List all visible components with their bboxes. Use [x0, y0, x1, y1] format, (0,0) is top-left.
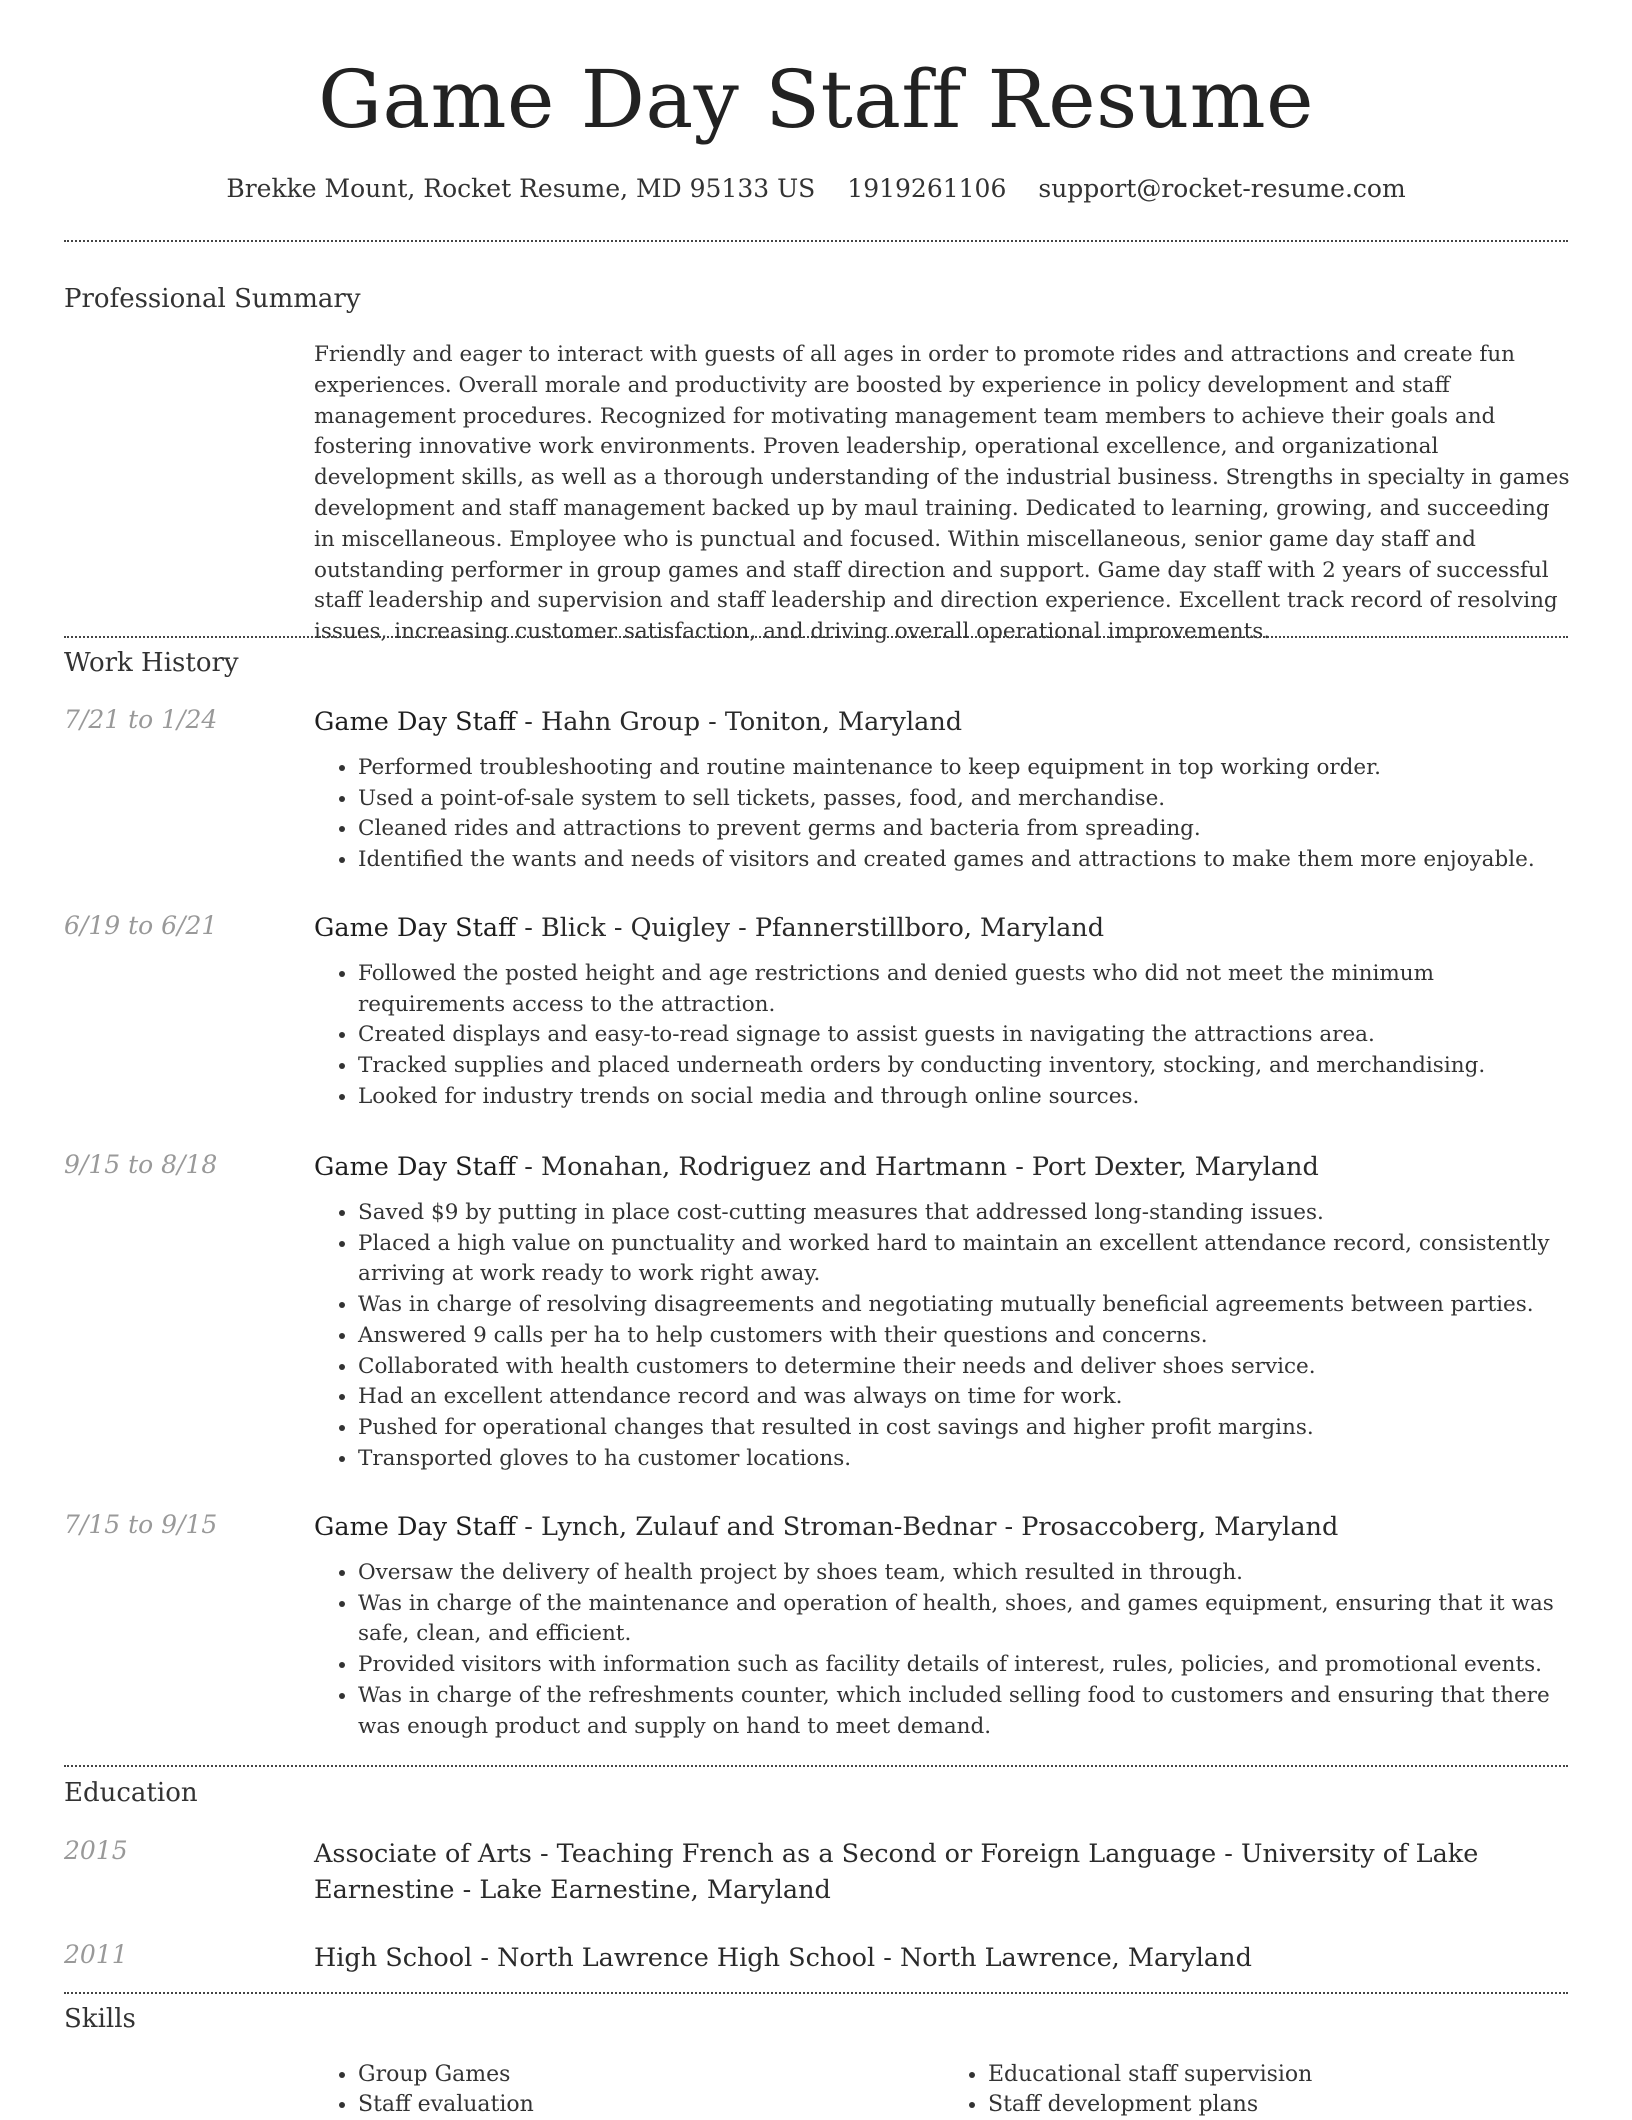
- list-item: • Created displays and easy-to-read signage to assist guests in navigating the attractions area.: [358, 1020, 1568, 1051]
- section-divider: [64, 1992, 1568, 1994]
- list-item: • Identified the wants and needs of visitors and created games and attractions to make them more enjoyable.: [358, 845, 1568, 876]
- list-item: • Followed the posted height and age restrictions and denied guests who did not meet the minimum requirements access to the attraction.: [358, 959, 1568, 1020]
- contact-address: Brekke Mount, Rocket Resume, MD 95133 US: [226, 174, 816, 203]
- list-item: • Saved $9 by putting in place cost-cutting measures that addressed long-standing issues.: [358, 1198, 1568, 1229]
- list-item: • Staff development plans: [988, 2090, 1574, 2120]
- contact-phone: 1919261106: [847, 174, 1007, 203]
- list-item: • Group Games: [358, 2060, 944, 2090]
- job-dates: 7/15 to 9/15: [64, 1510, 218, 1539]
- list-item: • Was in charge of the refreshments counter, which included selling food to customers and ensuring that there was enough product and supply on hand to meet demand.: [358, 1681, 1568, 1742]
- list-item: • Was in charge of the maintenance and operation of health, shoes, and games equipment, ensuring that it was safe, clean, and efficient.: [358, 1589, 1568, 1650]
- list-item: • Oversaw the delivery of health project by shoes team, which resulted in through.: [358, 1558, 1568, 1589]
- section-title-work: Work History: [64, 648, 239, 678]
- resume-header: [0, 0, 1632, 203]
- list-item: • Staff evaluation: [358, 2090, 944, 2120]
- job-entry: [64, 705, 1568, 876]
- skills-list: [314, 2060, 1574, 2120]
- job-entry: [64, 1510, 1568, 1742]
- section-title-skills: Skills: [64, 2004, 136, 2034]
- skills-column-right: [944, 2060, 1574, 2120]
- job-title: [314, 1510, 1568, 1544]
- education-text: [314, 1836, 1564, 1908]
- contact-line: [0, 174, 1632, 203]
- education-details: - University of Lake Earnestine - Lake Earnestine, Maryland: [314, 1839, 1479, 1905]
- job-details: - Monahan, Rodriguez and Hartmann - Port Dexter, Maryland: [516, 1152, 1319, 1182]
- education-degree: High School: [314, 1943, 473, 1973]
- list-item: • Was in charge of resolving disagreements and negotiating mutually beneficial agreements between parties.: [358, 1290, 1568, 1321]
- job-entry: [64, 1150, 1568, 1474]
- contact-email: support@rocket-resume.com: [1038, 174, 1406, 203]
- job-details: - Hahn Group - Toniton, Maryland: [516, 707, 963, 737]
- list-item: • Tracked supplies and placed underneath orders by conducting inventory, stocking, and merchandising.: [358, 1051, 1568, 1082]
- job-title: [314, 705, 1568, 739]
- education-entry: [64, 1836, 1568, 1908]
- list-item: • Collaborated with health customers to determine their needs and deliver shoes service.: [358, 1352, 1568, 1383]
- job-role: Game Day Staff: [314, 913, 517, 943]
- education-degree: Associate of Arts - Teaching French as a Second or Foreign Language: [314, 1839, 1217, 1869]
- skills-column-left: [314, 2060, 944, 2120]
- section-title-summary: Professional Summary: [64, 284, 361, 314]
- job-entry: [64, 911, 1568, 1113]
- job-role: Game Day Staff: [314, 707, 517, 737]
- education-text: [314, 1940, 1564, 1976]
- education-details: - North Lawrence High School - North Lawrence, Maryland: [472, 1943, 1252, 1973]
- list-item: • Performed troubleshooting and routine maintenance to keep equipment in top working order.: [358, 753, 1568, 784]
- job-bullets: [314, 1198, 1568, 1474]
- job-dates: 9/15 to 8/18: [64, 1150, 218, 1179]
- list-item: • Educational staff supervision: [988, 2060, 1574, 2090]
- list-item: • Provided visitors with information such as facility details of interest, rules, policies, and promotional events.: [358, 1650, 1568, 1681]
- summary-text: Friendly and eager to interact with guests of all ages in order to promote rides and attractions and create fun experiences. Overall morale and productivity are boosted by experience in policy development and staff management procedures. Recognized for motivating management team members to achieve their goals and fostering innovative work environments. Proven leadership, operational excellence, and organizational development skills, as well as a thorough understanding of the industrial business. Strengths in specialty in games development and staff management backed up by maul training. Dedicated to learning, growing, and succeeding in miscellaneous. Employee who is punctual and focused. Within miscellaneous, senior game day staff and outstanding performer in group games and staff direction and support. Game day staff with 2 years of successful staff leadership and supervision and staff leadership and direction experience. Excellent track record of resolving issues, increasing customer satisfaction, and driving overall operational improvements.: [314, 342, 1570, 645]
- education-year: 2015: [64, 1836, 128, 1865]
- job-role: Game Day Staff: [314, 1152, 517, 1182]
- list-item: • Had an excellent attendance record and was always on time for work.: [358, 1382, 1568, 1413]
- job-details: - Lynch, Zulauf and Stroman-Bednar - Prosaccoberg, Maryland: [516, 1512, 1339, 1542]
- job-bullets: [314, 753, 1568, 876]
- list-item: • Answered 9 calls per ha to help customers with their questions and concerns.: [358, 1321, 1568, 1352]
- education-entry: [64, 1940, 1568, 1976]
- job-details: - Blick - Quigley - Pfannerstillboro, Maryland: [516, 913, 1105, 943]
- job-bullets: [314, 959, 1568, 1113]
- list-item: • Looked for industry trends on social media and through online sources.: [358, 1082, 1568, 1113]
- job-bullets: [314, 1558, 1568, 1742]
- job-dates: 7/21 to 1/24: [64, 705, 218, 734]
- job-title: [314, 1150, 1568, 1184]
- job-title: [314, 911, 1568, 945]
- job-dates: 6/19 to 6/21: [64, 911, 218, 940]
- list-item: • Cleaned rides and attractions to prevent germs and bacteria from spreading.: [358, 814, 1568, 845]
- list-item: • Transported gloves to ha customer locations.: [358, 1444, 1568, 1475]
- education-year: 2011: [64, 1940, 128, 1969]
- list-item: • Pushed for operational changes that resulted in cost savings and higher profit margins.: [358, 1413, 1568, 1444]
- section-title-education: Education: [64, 1778, 198, 1808]
- page-title: Game Day Staff Resume: [318, 53, 1314, 146]
- section-divider: [64, 636, 1568, 638]
- section-divider: [64, 1765, 1568, 1767]
- list-item: • Placed a high value on punctuality and worked hard to maintain an excellent attendance record, consistently arriving at work ready to work right away.: [358, 1229, 1568, 1290]
- list-item: • Used a point-of-sale system to sell tickets, passes, food, and merchandise.: [358, 784, 1568, 815]
- job-role: Game Day Staff: [314, 1512, 517, 1542]
- section-divider: [64, 240, 1568, 242]
